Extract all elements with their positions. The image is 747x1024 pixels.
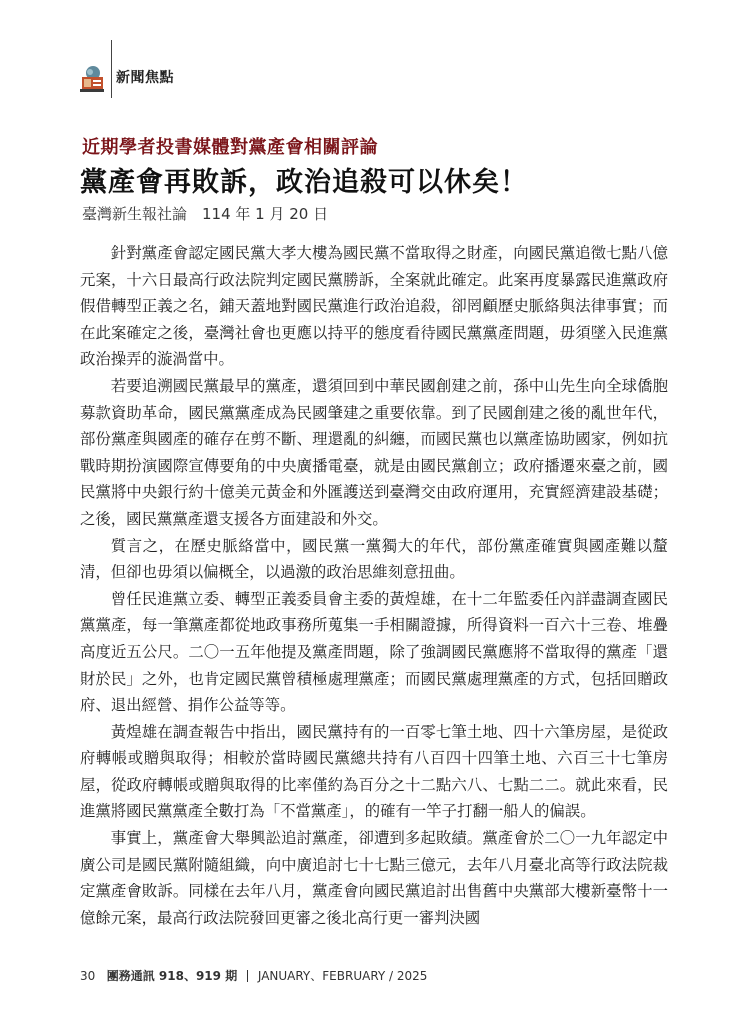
article-body	[80, 240, 668, 931]
paragraph-2: 若要追溯國民黨最早的黨產，還須回到中華民國創建之前，孫中山先生向全球僑胞募款資助革命，國民黨黨產成為民國肇建之重要依靠。到了民國創建之後的亂世年代，部份黨產與國產的確存在剪不斷、理還亂的糾纏，而國民黨也以黨產協助國家，例如抗戰時期扮演國際宣傳要角的中央廣播電臺，就是由國民黨創立；政府播遷來臺之前，國民黨將中央銀行約十億美元黃金和外匯護送到臺灣交由政府運用，充實經濟建設基礎；之後，國民黨黨產還支援各方面建設和外交。	[80, 376, 668, 528]
article-byline: 臺灣新生報社論 114 年 1 月 20 日	[82, 205, 329, 223]
news-focus-logo-icon	[79, 64, 105, 94]
page-number: 30	[80, 969, 96, 983]
paragraph-3: 質言之，在歷史脈絡當中，國民黨一黨獨大的年代，部份黨產確實與國產難以釐清，但卻也毋須以偏概全，以過激的政治思維刻意扭曲。	[80, 536, 668, 582]
publication-name: 團務通訊 918、919 期	[106, 969, 238, 983]
footer-divider	[247, 970, 248, 982]
header-divider-line	[111, 40, 112, 98]
paragraph-4: 曾任民進黨立委、轉型正義委員會主委的黃煌雄，在十二年監委任內詳盡調查國民黨黨產，每一筆黨產都從地政事務所蒐集一手相關證據，所得資料一百六十三卷、堆疊高度近五公尺。二〇一五年他提及黨產問題，除了強調國民黨應將不當取得的黨產「還財於民」之外，也肯定國民黨曾積極處理黨產；而國民黨處理黨產的方式，包括回贈政府、退出經營、捐作公益等等。	[80, 589, 668, 715]
paragraph-5: 黃煌雄在調查報告中指出，國民黨持有的一百零七筆土地、四十六筆房屋，是從政府轉帳或贈與取得；相較於當時國民黨總共持有八百四十四筆土地、六百三十七筆房屋，從政府轉帳或贈與取得的比率僅約為百分之十二點六八、七點二二。就此來看，民進黨將國民黨黨產全數打為「不當黨產」，的確有一竿子打翻一船人的偏誤。	[80, 722, 668, 821]
page-footer	[80, 967, 427, 984]
section-label: 新聞焦點	[116, 70, 174, 86]
article-kicker: 近期學者投書媒體對黨產會相關評論	[82, 137, 378, 158]
article-headline: 黨產會再敗訴，政治追殺可以休矣！	[80, 167, 528, 198]
paragraph-1: 針對黨產會認定國民黨大孝大樓為國民黨不當取得之財產，向國民黨追徵七點八億元案，十六日最高行政法院判定國民黨勝訴，全案就此確定。此案再度暴露民進黨政府假借轉型正義之名，鋪天蓋地對國民黨進行政治追殺，卻罔顧歷史脈絡與法律事實；而在此案確定之後，臺灣社會也更應以持平的態度看待國民黨黨產問題，毋須墜入民進黨政治操弄的漩渦當中。	[80, 244, 668, 369]
paragraph-6: 事實上，黨產會大舉興訟追討黨產，卻遭到多起敗績。黨產會於二〇一九年認定中廣公司是國民黨附隨組織，向中廣追討七十七點三億元，去年八月臺北高等行政法院裁定黨產會敗訴。同樣在去年八月，黨產會向國民黨追討出售舊中央黨部大樓新臺幣十一億餘元案，最高行政法院發回更審之後北高行更一審判決國	[80, 829, 668, 927]
publication-date: JANUARY、FEBRUARY / 2025	[257, 969, 428, 983]
